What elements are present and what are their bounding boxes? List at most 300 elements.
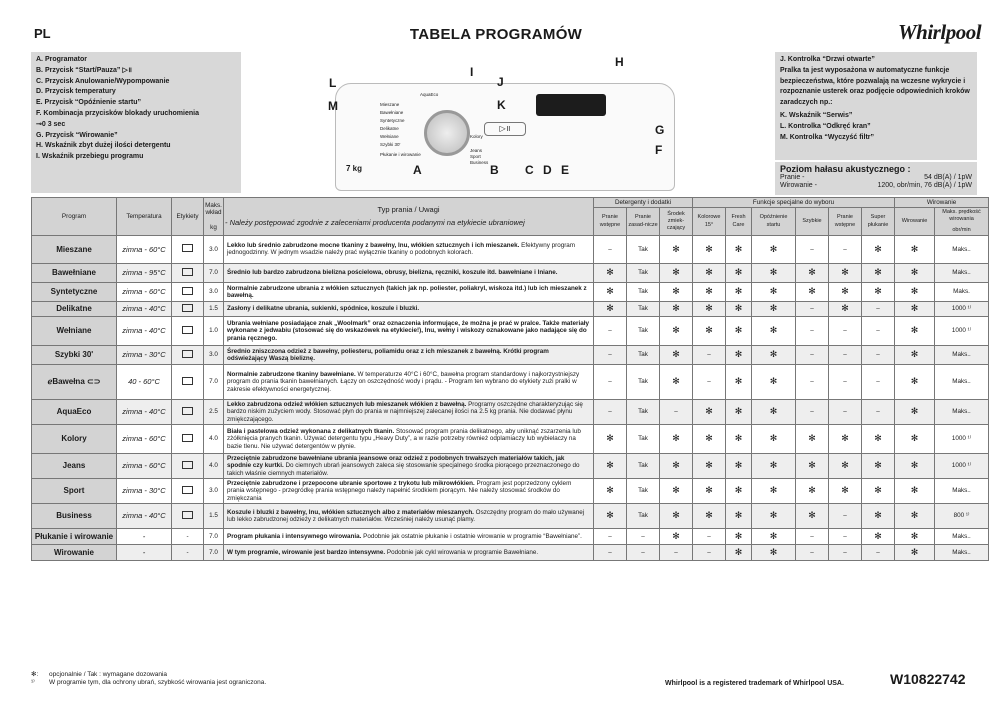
option-cell: ✻: [594, 425, 627, 454]
option-cell: Maks.: [935, 282, 989, 301]
option-cell: ✻: [660, 504, 693, 529]
option-cell: ✻: [660, 346, 693, 365]
program-name: Syntetyczne: [32, 282, 117, 301]
temperature: zimna - 40°C: [117, 504, 172, 529]
option-cell: ✻: [693, 235, 726, 263]
callout-c: C: [525, 163, 534, 177]
option-cell: Tak: [627, 365, 660, 400]
option-cell: Tak: [627, 346, 660, 365]
option-cell: Maks..: [935, 235, 989, 263]
option-cell: ✻: [895, 504, 935, 529]
table-row: [32, 263, 989, 282]
program-name: Szybki 30': [32, 346, 117, 365]
option-cell: ✻: [726, 346, 752, 365]
callout-d: D: [543, 163, 552, 177]
legend-item: C. Przycisk Anulowanie/Wypompowanie: [36, 77, 170, 85]
max-load: 2.5: [204, 400, 224, 425]
brand-logo: Whirlpool: [898, 20, 982, 44]
table-row: [32, 282, 989, 301]
legend-item: J. Kontrolka “Drzwi otwarte”: [780, 56, 875, 63]
option-cell: –: [796, 317, 829, 346]
program-name: Wełniane: [32, 317, 117, 346]
care-label-icon: [182, 268, 193, 276]
group-spin: Wirowanie: [895, 198, 989, 208]
option-cell: –: [829, 529, 862, 545]
legend-item: B. Przycisk “Start/Pauza” ▷॥: [36, 66, 132, 74]
care-label-icons: [172, 425, 204, 454]
col-labels: Etykiety: [172, 198, 204, 236]
care-label-icon: [182, 434, 193, 442]
option-cell: –: [829, 235, 862, 263]
group-detergents: Detergenty i dodatki: [594, 198, 693, 208]
program-name: Business: [32, 504, 117, 529]
option-cell: ✻: [726, 365, 752, 400]
option-cell: ✻: [660, 301, 693, 316]
option-cell: –: [627, 529, 660, 545]
table-row: [32, 529, 989, 545]
option-cell: Tak: [627, 504, 660, 529]
program-name: Delikatne: [32, 301, 117, 316]
option-cell: ✻: [895, 545, 935, 561]
table-row: [32, 365, 989, 400]
option-cell: –: [594, 365, 627, 400]
option-cell: ✻: [594, 263, 627, 282]
noise-row: Wirowanie - 1200, obr/min, 76 dB(A) / 1pW: [780, 182, 972, 189]
max-load: 7.0: [204, 263, 224, 282]
wash-description: Ubrania wełniane posiadające znak „Woolmark” oraz oznaczenia informujące, że można je prać w pralce. Także materiały wykonane z jedwabiu (stosować się do wskazówek na etykiecie!), lnu, wełny i wiskozy oznakowane jako nadające się do prania ręcznego.: [224, 317, 594, 346]
option-cell: –: [693, 545, 726, 561]
program-name: ℯBawełna ⊂⊃: [32, 365, 117, 400]
temperature: zimna - 30°C: [117, 346, 172, 365]
care-label-icons: [172, 263, 204, 282]
col-0: Pranie wstępne: [594, 208, 627, 236]
option-cell: ✻: [895, 282, 935, 301]
col-9: Wirowanie: [895, 208, 935, 236]
program-name: Jeans: [32, 454, 117, 479]
legend-item: Pralka ta jest wyposażona w automatyczne funkcje bezpieczeństwa, które pozwalają na wczesne wykrycie i rozpoznanie usterek oraz podjęcie odpowiednich kroków zaradczych np.:: [780, 66, 970, 107]
table-row: [32, 235, 989, 263]
option-cell: ✻: [752, 504, 796, 529]
option-cell: –: [862, 545, 895, 561]
option-cell: ✻: [594, 301, 627, 316]
option-cell: ✻: [726, 504, 752, 529]
option-cell: Maks..: [935, 365, 989, 400]
table-row: [32, 545, 989, 561]
option-cell: ✻: [895, 454, 935, 479]
option-cell: ✻: [660, 425, 693, 454]
wash-description: Średnio zniszczona odzież z bawełny, poliesteru, poliamidu oraz z ich mieszanek z bawełną. Krótki program odświeżający Waszą bieliznę.: [224, 346, 594, 365]
option-cell: –: [796, 301, 829, 316]
option-cell: ✻: [829, 282, 862, 301]
option-cell: ✻: [693, 317, 726, 346]
option-cell: –: [829, 365, 862, 400]
col-temperature: Temperatura: [117, 198, 172, 236]
max-load: 1.0: [204, 317, 224, 346]
care-label-icons: [172, 301, 204, 316]
option-cell: ✻: [796, 504, 829, 529]
option-cell: Tak: [627, 317, 660, 346]
legend-item: E. Przycisk “Opóźnienie startu”: [36, 99, 142, 107]
temperature: zimna - 60°C: [117, 235, 172, 263]
display-screen: [536, 94, 606, 116]
care-label-icon: [182, 461, 193, 469]
care-label-icon: [182, 407, 193, 415]
option-cell: ✻: [660, 529, 693, 545]
care-label-icons: [172, 365, 204, 400]
option-cell: ✻: [895, 425, 935, 454]
option-cell: ✻: [829, 454, 862, 479]
option-cell: ✻: [829, 425, 862, 454]
care-label-icons: [172, 454, 204, 479]
option-cell: ✻: [660, 235, 693, 263]
wash-description: Lekko lub średnio zabrudzone mocne tkaniny z bawełny, lnu, włókien sztucznych i ich mieszanek. Efektywny program jednogodzinny. W jednym wsadzie należy prać wyłącznie tkaniny o podobnych kolorach.: [224, 235, 594, 263]
option-cell: –: [862, 301, 895, 316]
option-cell: ✻: [829, 263, 862, 282]
option-cell: ✻: [796, 454, 829, 479]
temperature: zimna - 40°C: [117, 301, 172, 316]
program-name: Bawełniane: [32, 263, 117, 282]
wash-description: Przeciętnie zabrudzone bawełniane ubrania jeansowe oraz odzież z podobnych trwałszych materiałów takich, jak spodnie czy kurtki. Do ciemnych ubrań jeansowych zaleca się stosowanie specjalnego środka piorącego przeznaczonego do takich właśnie ciemnych materiałów.: [224, 454, 594, 479]
temperature: zimna - 95°C: [117, 263, 172, 282]
option-cell: ✻: [693, 479, 726, 504]
option-cell: ✻: [796, 425, 829, 454]
option-cell: –: [862, 400, 895, 425]
option-cell: –: [594, 529, 627, 545]
option-cell: ✻: [895, 235, 935, 263]
control-panel-diagram: [245, 55, 770, 195]
care-label-icon: [182, 377, 193, 385]
care-label-icon: [182, 350, 193, 358]
wash-description: Zasłony i delikatne ubrania, sukienki, spódnice, koszule i bluzki.: [224, 301, 594, 316]
care-label-icon: [182, 287, 193, 295]
program-name: Kolory: [32, 425, 117, 454]
option-cell: –: [796, 365, 829, 400]
temperature: zimna - 40°C: [117, 317, 172, 346]
max-load: 7.0: [204, 529, 224, 545]
legend-item: I. Wskaźnik przebiegu programu: [36, 153, 144, 161]
option-cell: ✻: [895, 346, 935, 365]
knob-label: Business: [470, 160, 489, 165]
program-table: [31, 197, 989, 561]
wash-description: Program płukania i intensywnego wirowania. Podobnie jak ostatnie płukanie i ostatnie wirowanie w programie “Bawełniane”.: [224, 529, 594, 545]
option-cell: ✻: [752, 425, 796, 454]
option-cell: 1000 ¹⁾: [935, 425, 989, 454]
option-cell: 1000 ¹⁾: [935, 317, 989, 346]
option-cell: ✻: [752, 479, 796, 504]
max-load: 3.0: [204, 282, 224, 301]
care-label-icons: [172, 479, 204, 504]
care-label-icon: [182, 326, 193, 334]
option-cell: ✻: [594, 504, 627, 529]
col-10: Maks. prędkość wirowania obr/min: [935, 208, 989, 236]
temperature: 40 - 60°C: [117, 365, 172, 400]
table-row: [32, 346, 989, 365]
noise-title: Poziom hałasu akustycznego :: [780, 164, 911, 174]
care-label-icons: -: [172, 529, 204, 545]
table-row: [32, 504, 989, 529]
table-row: [32, 317, 989, 346]
option-cell: ✻: [895, 365, 935, 400]
callout-h: H: [615, 55, 624, 69]
wash-description: Biała i pastelowa odzież wykonana z delikatnych tkanin. Stosować program prania delikatnego, aby uniknąć zszarzenia lub zżółknięcia pranych tkanin. Używać detergentu typu „Heavy Duty”, a w razie potrzeby również odplamiaczy lub wybielaczy na bazie tlenu. Nie używać detergentów w płynie.: [224, 425, 594, 454]
option-cell: ✻: [726, 479, 752, 504]
option-cell: –: [594, 235, 627, 263]
knob-label: Kolory: [470, 134, 483, 139]
care-label-icons: -: [172, 545, 204, 561]
language-code: PL: [34, 26, 51, 41]
option-cell: ✻: [726, 454, 752, 479]
option-cell: –: [796, 529, 829, 545]
option-cell: ✻: [693, 282, 726, 301]
option-cell: ✻: [693, 400, 726, 425]
option-cell: Tak: [627, 400, 660, 425]
option-cell: ✻: [660, 454, 693, 479]
option-cell: ✻: [693, 504, 726, 529]
care-label-icons: [172, 504, 204, 529]
option-cell: –: [862, 346, 895, 365]
option-cell: –: [660, 400, 693, 425]
option-cell: ✻: [726, 263, 752, 282]
callout-i: I: [470, 65, 474, 79]
option-cell: ✻: [726, 400, 752, 425]
option-cell: ✻: [752, 545, 796, 561]
option-cell: ✻: [594, 282, 627, 301]
option-cell: –: [796, 400, 829, 425]
option-cell: ✻: [862, 504, 895, 529]
option-cell: ✻: [862, 235, 895, 263]
wash-description: Normalnie zabrudzone ubrania z włókien sztucznych (takich jak np. poliester, poliakryl, wiskoza itd.) lub ich mieszanek z bawełną.: [224, 282, 594, 301]
legend-item: G. Przycisk “Wirowanie”: [36, 131, 118, 139]
option-cell: ✻: [660, 479, 693, 504]
max-load: 3.0: [204, 479, 224, 504]
col-wash-type: Typ prania / Uwagi - Należy postępować zgodnie z zaleceniami producenta podanymi na etykiecie ubraniowej: [224, 198, 594, 236]
option-cell: –: [829, 400, 862, 425]
max-load: 1.5: [204, 301, 224, 316]
option-cell: ✻: [752, 454, 796, 479]
temperature: zimna - 30°C: [117, 479, 172, 504]
option-cell: Tak: [627, 425, 660, 454]
option-cell: Maks..: [935, 263, 989, 282]
temperature: zimna - 60°C: [117, 454, 172, 479]
wash-description: Lekko zabrudzona odzież włókien sztucznych lub mieszanek włókien z bawełną. Programy oszczędne charakteryzując się bardzo niskim zużyciem wody. Stosować płyn do prania w najmniejszej zalecanej ilości na 2.5 kg prania. Nie dodawać płynu zmiękczającego.: [224, 400, 594, 425]
option-cell: ✻: [726, 301, 752, 316]
option-cell: ✻: [726, 317, 752, 346]
legend-item: F. Kombinacja przycisków blokady uruchomienia: [36, 109, 199, 117]
option-cell: Maks..: [935, 545, 989, 561]
option-cell: Tak: [627, 235, 660, 263]
document-code: W10822742: [890, 671, 966, 687]
option-cell: ✻: [829, 301, 862, 316]
max-load: 4.0: [204, 425, 224, 454]
option-cell: –: [594, 400, 627, 425]
option-cell: –: [862, 317, 895, 346]
col-program: Program: [32, 198, 117, 236]
footnote-item: ✻: opcjonalnie / Tak : wymagane dozowania: [31, 671, 168, 678]
program-name: Wirowanie: [32, 545, 117, 561]
temperature: -: [117, 545, 172, 561]
col-1: Pranie zasad-nicze: [627, 208, 660, 236]
program-name: Sport: [32, 479, 117, 504]
group-functions: Funkcje specjalne do wyboru: [693, 198, 895, 208]
option-cell: ✻: [862, 479, 895, 504]
option-cell: Tak: [627, 263, 660, 282]
wash-description: W tym programie, wirowanie jest bardzo intensywne. Podobnie jak cykl wirowania w programie Bawełniane.: [224, 545, 594, 561]
option-cell: –: [829, 346, 862, 365]
option-cell: ✻: [726, 425, 752, 454]
option-cell: ✻: [895, 301, 935, 316]
option-cell: –: [660, 545, 693, 561]
option-cell: ✻: [752, 365, 796, 400]
legend-item: H. Wskaźnik zbyt dużej ilości detergentu: [36, 142, 171, 150]
option-cell: –: [796, 545, 829, 561]
table-row: [32, 301, 989, 316]
col-2: Środek zmiek-czający: [660, 208, 693, 236]
option-cell: ✻: [660, 263, 693, 282]
option-cell: 800 ¹⁾: [935, 504, 989, 529]
table-row: [32, 454, 989, 479]
knob-label: Szybki 30': [380, 142, 401, 147]
option-cell: –: [594, 545, 627, 561]
option-cell: ✻: [862, 454, 895, 479]
col-max-load: Maks. wkład kg: [204, 198, 224, 236]
start-pause-button[interactable]: ▷॥: [484, 122, 526, 136]
table-row: [32, 400, 989, 425]
option-cell: –: [862, 365, 895, 400]
option-cell: ✻: [660, 282, 693, 301]
wash-description: Przeciętnie zabrudzone i przepocone ubranie sportowe z trykotu lub mikrowłókien. Program jest poprzedzony cyklem prania wstępnego - przegródkę prania wstępnego należy napełnić środkiem piorącym. Nie należy stosować środków do zmiękczania: [224, 479, 594, 504]
option-cell: ✻: [726, 282, 752, 301]
knob-label: Delikatne: [380, 126, 399, 131]
option-cell: Tak: [627, 282, 660, 301]
option-cell: ✻: [862, 282, 895, 301]
legend-item: L. Kontrolka “Odkręć kran”: [780, 122, 871, 130]
option-cell: ✻: [862, 425, 895, 454]
option-cell: ✻: [693, 301, 726, 316]
care-label-icon: [182, 304, 193, 312]
care-label-icon: [182, 244, 193, 252]
max-load: 7.0: [204, 365, 224, 400]
col-4: Fresh Care: [726, 208, 752, 236]
care-label-icons: [172, 400, 204, 425]
wash-description: Koszule i bluzki z bawełny, lnu, włókien sztucznych albo z materiałów mieszanych. Oszczędny program do mało używanej lub lekko zabrudzonej odzieży z delikatnych materiałów. Wcześniej należy usunąć plamy.: [224, 504, 594, 529]
option-cell: Tak: [627, 454, 660, 479]
option-cell: ✻: [660, 365, 693, 400]
table-row: [32, 425, 989, 454]
option-cell: –: [594, 346, 627, 365]
footnotes: [31, 671, 266, 686]
wash-description: Normalnie zabrudzone tkaniny bawełniane. W temperaturze 40°C i 60°C, bawełna program standardowy i najkorzystniejszy program do prania tkanin bawełnianych. Łączy on oszczędność wody i prądu. - Program ten wybrano do etykiety zużi pralki w zakresie efektywności energetycznej.: [224, 365, 594, 400]
knob-label: Mieszane: [380, 102, 400, 107]
col-6: Szybkie: [796, 208, 829, 236]
knob-label: Sport: [470, 154, 481, 159]
option-cell: ✻: [796, 282, 829, 301]
option-cell: –: [829, 504, 862, 529]
callout-j: J: [497, 75, 504, 89]
option-cell: ✻: [752, 400, 796, 425]
knob-label: Płukanie i wirowanie: [380, 152, 421, 157]
option-cell: ✻: [660, 317, 693, 346]
knob-label: Syntetyczne: [380, 118, 405, 123]
option-cell: Maks..: [935, 346, 989, 365]
col-5: Opóźnienie startu: [752, 208, 796, 236]
option-cell: ✻: [862, 529, 895, 545]
option-cell: 1000 ¹⁾: [935, 301, 989, 316]
max-load: 3.0: [204, 235, 224, 263]
callout-k: K: [497, 98, 506, 112]
callout-e: E: [561, 163, 570, 177]
max-load: 1.5: [204, 504, 224, 529]
max-load: 4.0: [204, 454, 224, 479]
program-name: Mieszane: [32, 235, 117, 263]
option-cell: ✻: [796, 479, 829, 504]
option-cell: –: [829, 545, 862, 561]
option-cell: –: [693, 529, 726, 545]
temperature: zimna - 60°C: [117, 425, 172, 454]
max-load: 7.0: [204, 545, 224, 561]
option-cell: ✻: [895, 479, 935, 504]
option-cell: ✻: [752, 301, 796, 316]
legend-item: K. Wskaźnik “Serwis”: [780, 111, 853, 119]
knob-label: AquaEco: [420, 92, 439, 97]
callout-m: M: [328, 99, 338, 113]
option-cell: Tak: [627, 479, 660, 504]
callout-l: L: [329, 76, 337, 90]
wash-description: Średnio lub bardzo zabrudzona bielizna pościelowa, obrusy, bielizna, ręczniki, koszule itd. bawełniane i lniane.: [224, 263, 594, 282]
option-cell: ✻: [829, 479, 862, 504]
option-cell: –: [829, 317, 862, 346]
care-label-icon: [182, 511, 193, 519]
table-row: [32, 479, 989, 504]
callout-b: B: [490, 163, 499, 177]
option-cell: Maks..: [935, 479, 989, 504]
option-cell: ✻: [693, 263, 726, 282]
option-cell: Maks..: [935, 529, 989, 545]
option-cell: –: [693, 365, 726, 400]
legend-item: ⊸0 3 sec: [36, 120, 66, 128]
legend-item: A. Programator: [36, 56, 87, 63]
option-cell: ✻: [726, 545, 752, 561]
program-name: AquaEco: [32, 400, 117, 425]
legend-item: M. Kontrolka “Wyczyść filtr”: [780, 133, 875, 141]
option-cell: ✻: [895, 400, 935, 425]
page-title: TABELA PROGRAMÓW: [409, 26, 583, 43]
care-label-icons: [172, 282, 204, 301]
legend-right: [775, 52, 977, 160]
capacity-label: 7 kg: [346, 164, 363, 173]
option-cell: ✻: [752, 263, 796, 282]
legend-item: D. Przycisk temperatury: [36, 88, 116, 96]
option-cell: ✻: [594, 454, 627, 479]
col-8: Super płukanie: [862, 208, 895, 236]
legend-left: [31, 52, 241, 193]
care-label-icons: [172, 346, 204, 365]
option-cell: ✻: [895, 263, 935, 282]
knob-label: Wełniane: [380, 134, 399, 139]
care-label-icon: [182, 486, 193, 494]
knob-label: Bawełniane: [380, 110, 404, 115]
option-cell: –: [796, 235, 829, 263]
col-3: Kolorowe 15°: [693, 208, 726, 236]
option-cell: ✻: [752, 529, 796, 545]
option-cell: ✻: [895, 317, 935, 346]
option-cell: ✻: [752, 282, 796, 301]
col-7: Pranie wstępne: [829, 208, 862, 236]
option-cell: ✻: [693, 454, 726, 479]
temperature: zimna - 40°C: [117, 400, 172, 425]
temperature: -: [117, 529, 172, 545]
callout-f: F: [655, 143, 663, 157]
footnote-item: ¹⁾ W programie tym, dla ochrony ubrań, szybkość wirowania jest ograniczona.: [31, 678, 267, 686]
